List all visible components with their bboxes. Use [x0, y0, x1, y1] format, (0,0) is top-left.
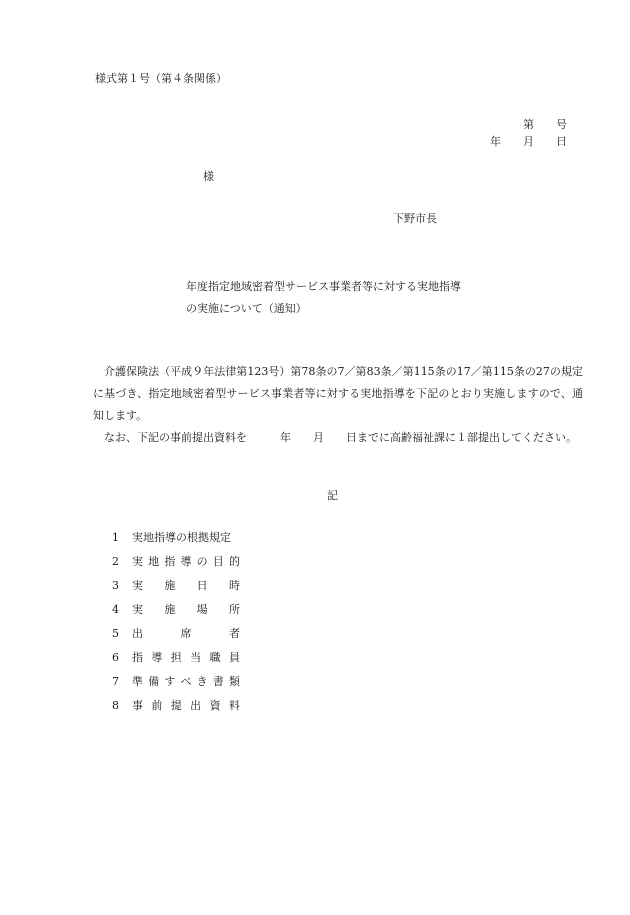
list-item — [112, 578, 242, 602]
subject-line-2: の実施について（通知） — [186, 302, 307, 315]
addressee: 様 — [203, 170, 214, 183]
subject — [186, 276, 461, 320]
item-label: 実地指導の根拠規定 — [132, 531, 231, 544]
item-label: 実 地 指 導 の 目 的 — [132, 555, 240, 568]
item-label: 出 席 者 — [132, 627, 240, 640]
sender: 下野市長 — [393, 212, 437, 225]
item-number: 7 — [112, 675, 119, 688]
list-item — [112, 698, 242, 722]
form-label: 様式第１号（第４条関係） — [95, 72, 227, 85]
item-number: 8 — [112, 699, 119, 712]
list-item — [112, 602, 242, 626]
list-item — [112, 530, 242, 554]
document-date: 年 月 日 — [490, 135, 567, 148]
item-label: 実 施 場 所 — [132, 603, 240, 616]
item-list — [112, 530, 242, 722]
list-item — [112, 554, 242, 578]
item-label: 指 導 担 当 職 員 — [132, 651, 240, 664]
body-paragraph-1: 介護保険法（平成９年法律第123号）第78条の7／第83条／第115条の17／第115条の27の規定に基づき、指定地域密着型サービス事業者等に対する実地指導を下記のとおり実施しますので、通知します。 — [93, 365, 583, 422]
item-number: 2 — [112, 555, 119, 568]
body-text — [93, 361, 583, 449]
subject-line-1: 年度指定地域密着型サービス事業者等に対する実地指導 — [186, 280, 461, 293]
item-number: 5 — [112, 627, 119, 640]
item-label: 事 前 提 出 資 料 — [132, 699, 240, 712]
list-item — [112, 650, 242, 674]
list-item — [112, 626, 242, 650]
item-label: 実 施 日 時 — [132, 579, 240, 592]
ki-heading: 記 — [327, 489, 338, 502]
list-item — [112, 674, 242, 698]
item-number: 1 — [112, 531, 119, 544]
document-number: 第 号 — [523, 118, 567, 131]
item-number: 3 — [112, 579, 119, 592]
body-paragraph-2: なお、下記の事前提出資料を 年 月 日までに高齢福祉課に１部提出してください。 — [104, 431, 577, 444]
item-number: 4 — [112, 603, 119, 616]
item-label: 準 備 す べ き 書 類 — [132, 675, 240, 688]
item-number: 6 — [112, 651, 119, 664]
